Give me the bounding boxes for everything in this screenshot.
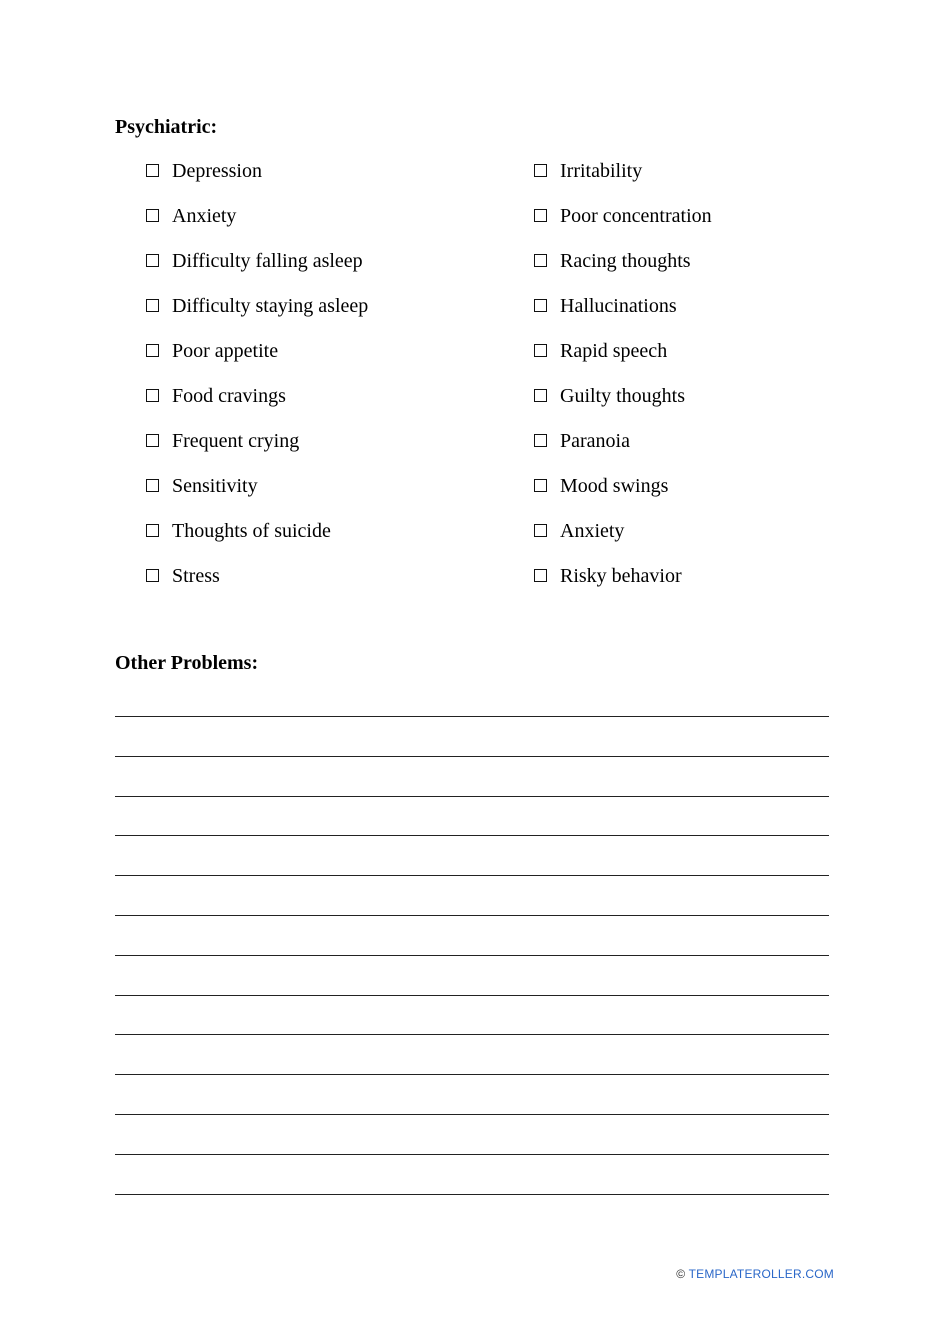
checkbox-label: Difficulty falling asleep: [172, 250, 363, 272]
checkbox-label: Guilty thoughts: [560, 385, 686, 407]
checkbox[interactable]: [534, 434, 547, 447]
psychiatric-left-column: [146, 158, 368, 608]
checkbox-label: Risky behavior: [560, 565, 682, 587]
checkbox[interactable]: [146, 299, 159, 312]
checkbox-label: Paranoia: [560, 430, 630, 452]
checkbox-item[interactable]: [534, 158, 712, 203]
checkbox-label: Sensitivity: [172, 475, 258, 497]
checkbox-label: Difficulty staying asleep: [172, 295, 369, 317]
checkbox-item[interactable]: [534, 203, 712, 248]
writing-line[interactable]: [115, 835, 829, 836]
writing-line[interactable]: [115, 796, 829, 797]
checkbox-label: Anxiety: [560, 520, 625, 542]
checkbox-label: Frequent crying: [172, 430, 300, 452]
writing-line[interactable]: [115, 955, 829, 956]
writing-line[interactable]: [115, 756, 829, 757]
checkbox-item[interactable]: [146, 563, 368, 608]
writing-line[interactable]: [115, 716, 829, 717]
checkbox-label: Mood swings: [560, 475, 669, 497]
checkbox-item[interactable]: [146, 383, 368, 428]
writing-line[interactable]: [115, 915, 829, 916]
psychiatric-heading: Psychiatric:: [115, 116, 218, 138]
checkbox[interactable]: [146, 344, 159, 357]
checkbox[interactable]: [146, 254, 159, 267]
checkbox-item[interactable]: [146, 338, 368, 383]
checkbox[interactable]: [534, 164, 547, 177]
checkbox-label: Food cravings: [172, 385, 286, 407]
copyright-symbol: ©: [676, 1267, 686, 1281]
checkbox-label: Depression: [172, 160, 262, 182]
checkbox-label: Racing thoughts: [560, 250, 691, 272]
checkbox-item[interactable]: [534, 428, 712, 473]
psychiatric-right-column: [534, 158, 712, 608]
writing-line[interactable]: [115, 1154, 829, 1155]
checkbox-item[interactable]: [534, 338, 712, 383]
checkbox[interactable]: [534, 524, 547, 537]
checkbox[interactable]: [534, 344, 547, 357]
checkbox[interactable]: [146, 524, 159, 537]
checkbox-label: Anxiety: [172, 205, 237, 227]
checkbox-item[interactable]: [146, 473, 368, 518]
checkbox-item[interactable]: [146, 518, 368, 563]
footer-credit: [676, 1267, 834, 1281]
checkbox-item[interactable]: [146, 293, 368, 338]
checkbox[interactable]: [534, 389, 547, 402]
brand-link[interactable]: TEMPLATEROLLER.COM: [688, 1267, 834, 1281]
checkbox-item[interactable]: [534, 293, 712, 338]
writing-line[interactable]: [115, 995, 829, 996]
checkbox-label: Poor concentration: [560, 205, 712, 227]
other-problems-heading: Other Problems:: [115, 652, 259, 674]
checkbox[interactable]: [146, 479, 159, 492]
checkbox[interactable]: [146, 434, 159, 447]
other-problems-writing-area[interactable]: [115, 716, 829, 1233]
checkbox[interactable]: [534, 254, 547, 267]
checkbox-label: Rapid speech: [560, 340, 668, 362]
checkbox-item[interactable]: [146, 203, 368, 248]
checkbox[interactable]: [146, 389, 159, 402]
checkbox[interactable]: [146, 569, 159, 582]
checkbox-label: Poor appetite: [172, 340, 279, 362]
writing-line[interactable]: [115, 875, 829, 876]
writing-line[interactable]: [115, 1034, 829, 1035]
writing-line[interactable]: [115, 1194, 829, 1195]
checkbox-item[interactable]: [534, 518, 712, 563]
checkbox[interactable]: [146, 209, 159, 222]
writing-line[interactable]: [115, 1114, 829, 1115]
checkbox-label: Irritability: [560, 160, 643, 182]
checkbox[interactable]: [146, 164, 159, 177]
checkbox[interactable]: [534, 569, 547, 582]
checkbox-item[interactable]: [534, 563, 712, 608]
checkbox-item[interactable]: [146, 158, 368, 203]
checkbox-item[interactable]: [146, 248, 368, 293]
checkbox-item[interactable]: [534, 473, 712, 518]
checkbox-item[interactable]: [534, 383, 712, 428]
checkbox-label: Stress: [172, 565, 220, 587]
checkbox-item[interactable]: [534, 248, 712, 293]
checkbox[interactable]: [534, 209, 547, 222]
checkbox[interactable]: [534, 479, 547, 492]
checkbox-item[interactable]: [146, 428, 368, 473]
checkbox-label: Thoughts of suicide: [172, 520, 331, 542]
checkbox-label: Hallucinations: [560, 295, 677, 317]
checkbox[interactable]: [534, 299, 547, 312]
writing-line[interactable]: [115, 1074, 829, 1075]
